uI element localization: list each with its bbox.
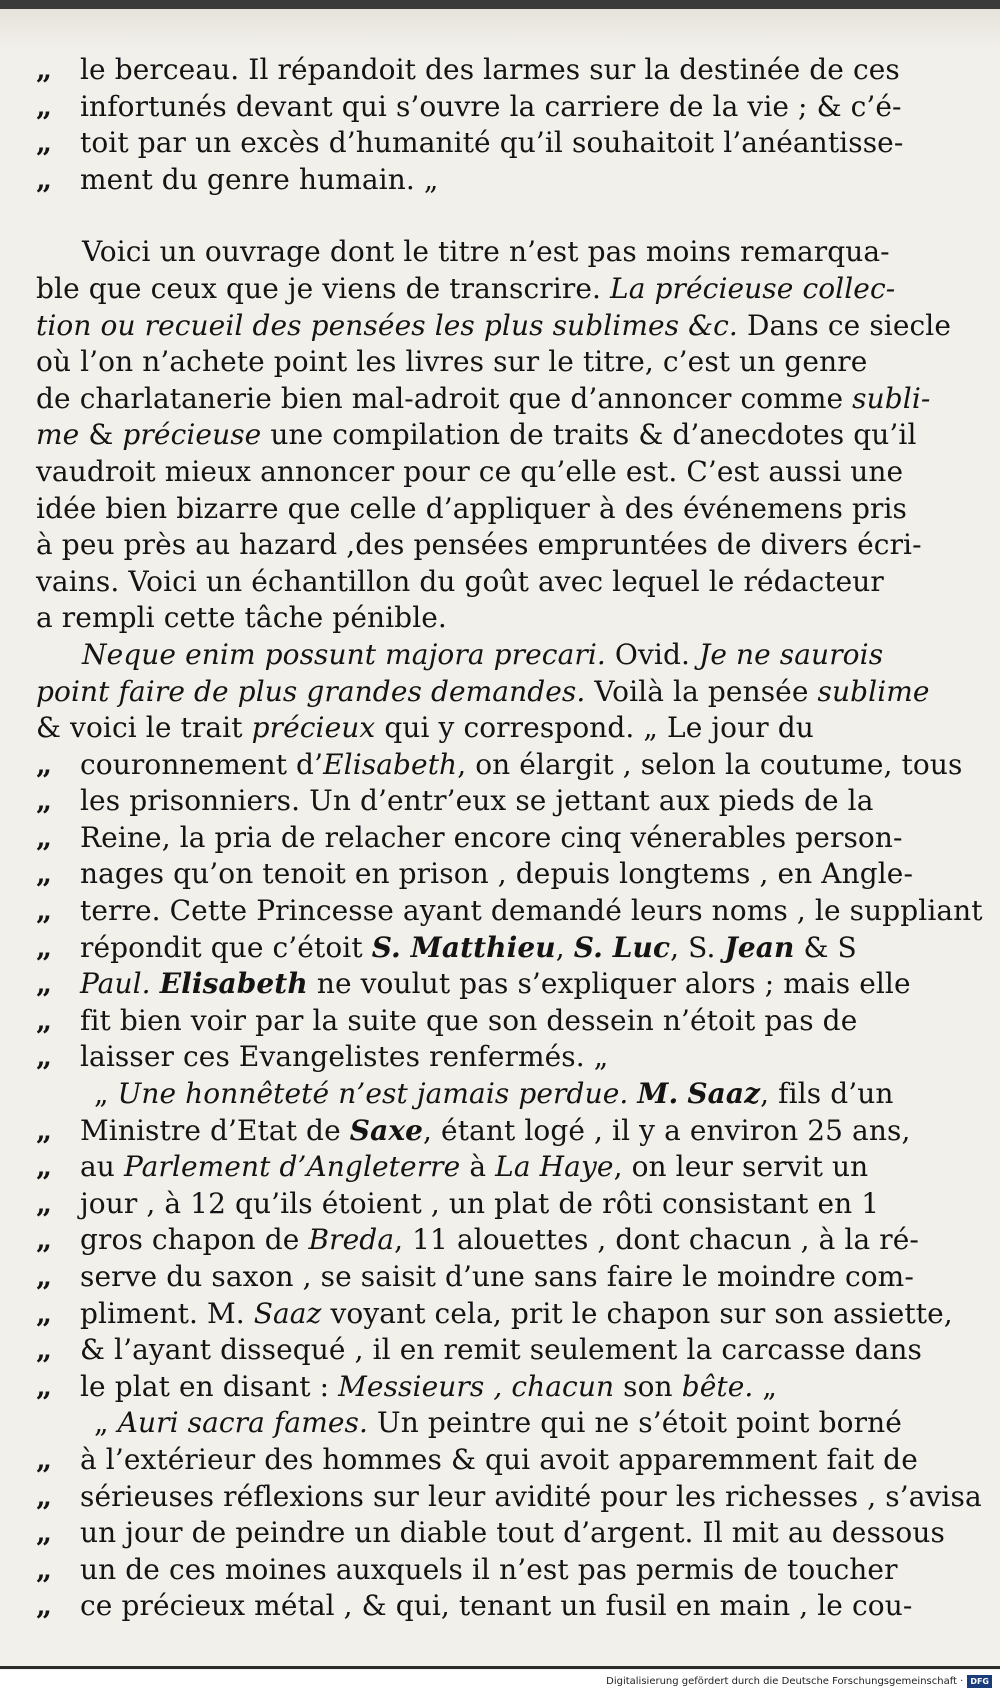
text-line: ble que ceux que je viens de transcrire. La précieuse collec- — [36, 271, 896, 305]
text-line: „ pliment. M. Saaz voyant cela, prit le chapon sur son assiette, — [36, 1296, 953, 1330]
text-line: vaudroit mieux annoncer pour ce qu’elle est. C’est aussi une — [36, 454, 904, 488]
text-line: „ toit par un excès d’humanité qu’il souhaitoit l’anéantisse- — [36, 126, 904, 160]
paragraph-peintre — [36, 1405, 982, 1625]
text-line: à peu près au hazard ,des pensées empruntées de divers écri- — [36, 528, 922, 562]
paragraph-quote-end — [36, 52, 941, 198]
text-line: „ Reine, la pria de relacher encore cinq vénerables person- — [36, 820, 903, 854]
page-text — [36, 52, 983, 1625]
dfg-logo: DFG — [967, 1675, 992, 1688]
text-line: vains. Voici un échantillon du goût avec lequel le rédacteur — [36, 564, 884, 598]
paragraph-elisabeth — [36, 637, 983, 1076]
text-line: „ couronnement d’Elisabeth, on élargit , selon la coutume, tous — [36, 747, 963, 781]
text-line: me & précieuse une compilation de traits & d’anecdotes qu’il — [36, 418, 917, 452]
text-line: „ un de ces moines auxquels il n’est pas permis de toucher — [36, 1552, 898, 1586]
text-line: où l’on n’achete point les livres sur le titre, c’est un genre — [36, 345, 868, 379]
text-line: „ fit bien voir par la suite que son dessein n’étoit pas de — [36, 1003, 858, 1037]
text-line: „ Ministre d’Etat de Saxe, étant logé , il y a environ 25 ans, — [36, 1113, 911, 1147]
text-line: „ gros chapon de Breda, 11 alouettes , dont chacun , à la ré- — [36, 1223, 919, 1257]
text-line: „ & l’ayant dissequé , il en remit seulement la carcasse dans — [36, 1333, 923, 1367]
page-top-edge — [0, 0, 1000, 9]
text-line: „ serve du saxon , se saisit d’une sans faire le moindre com- — [36, 1260, 914, 1293]
text-line: point faire de plus grandes demandes. Voilà la pensée sublime — [36, 674, 930, 708]
page-bottom-edge — [0, 1666, 1000, 1669]
text-line: Neque enim possunt majora precari. Ovid. Je ne saurois — [82, 637, 884, 671]
text-line: „ ce précieux métal , & qui, tenant un fusil en main , le cou- — [36, 1589, 913, 1623]
page-bleed-through — [0, 9, 1000, 49]
text-line: „ les prisonniers. Un d’entr’eux se jettant aux pieds de la — [36, 784, 874, 818]
paragraph-ouvrage — [36, 234, 952, 637]
text-line: „ à l’extérieur des hommes & qui avoit apparemment fait de — [36, 1442, 918, 1476]
text-line: „ ment du genre humain. „ — [36, 162, 439, 196]
text-line: „ le plat en disant : Messieurs , chacun son bête. „ — [36, 1369, 778, 1403]
text-line: & voici le trait précieux qui y correspond. „ Le jour du — [36, 711, 814, 745]
text-line: „ infortunés devant qui s’ouvre la carriere de la vie ; & c’é- — [36, 89, 902, 123]
text-line: „ répondit que c’étoit S. Matthieu, S. Luc, S. Jean & S — [36, 930, 857, 964]
text-line: „ Paul. Elisabeth ne voulut pas s’expliquer alors ; mais elle — [36, 967, 911, 1001]
text-line: „ un jour de peindre un diable tout d’argent. Il mit au dessous — [36, 1516, 945, 1550]
text-line: „ Une honnêteté n’est jamais perdue. M. Saaz, fils d’un — [94, 1077, 894, 1111]
digitization-footer — [606, 1674, 992, 1688]
text-line: de charlatanerie bien mal-adroit que d’annoncer comme subli- — [36, 381, 931, 415]
text-line: „ terre. Cette Princesse ayant demandé leurs noms , le suppliant — [36, 894, 983, 928]
text-line: „ le berceau. Il répandoit des larmes sur la destinée de ces — [36, 53, 900, 86]
text-line: a rempli cette tâche pénible. — [36, 601, 447, 635]
footer-credit: Digitalisierung gefördert durch die Deutsche Forschungsgemeinschaft · — [606, 1675, 964, 1687]
text-line: „ Auri sacra fames. Un peintre qui ne s’étoit point borné — [94, 1406, 902, 1440]
text-line: tion ou recueil des pensées les plus sublimes &c. Dans ce siecle — [36, 308, 952, 342]
paragraph-gap — [36, 198, 941, 234]
text-line: idée bien bizarre que celle d’appliquer à des événemens pris — [36, 491, 907, 525]
paragraph-saaz — [36, 1076, 953, 1405]
text-line: „ au Parlement d’Angleterre à La Haye, on leur servit un — [36, 1150, 869, 1184]
text-line: „ sérieuses réflexions sur leur avidité pour les richesses , s’avisa — [36, 1479, 982, 1513]
text-line: „ nages qu’on tenoit en prison , depuis longtems , en Angle- — [36, 857, 914, 891]
text-line: „ jour , à 12 qu’ils étoient , un plat de rôti consistant en 1 — [36, 1186, 880, 1220]
text-line: „ laisser ces Evangelistes renfermés. „ — [36, 1040, 609, 1074]
text-line: Voici un ouvrage dont le titre n’est pas moins remarqua- — [82, 235, 890, 269]
